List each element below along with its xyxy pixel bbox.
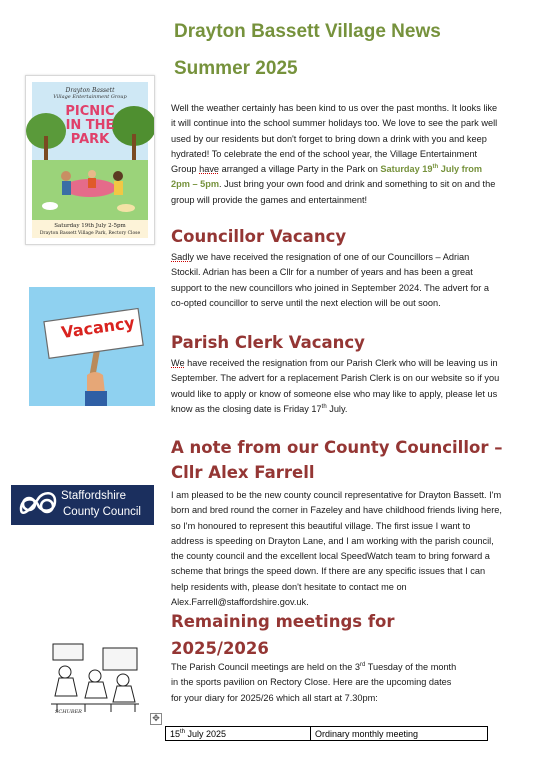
councillor-vacancy-heading: Councillor Vacancy xyxy=(171,227,347,246)
meeting-type-cell[interactable]: Ordinary monthly meeting xyxy=(311,727,488,741)
county-councillor-heading-line2: Cllr Alex Farrell xyxy=(171,463,315,482)
poster-top-line1: Drayton Bassett xyxy=(65,87,115,94)
meetings-text-a: The Parish Council meetings are held on the 3 xyxy=(171,662,360,672)
staffs-logo-line2: County Council xyxy=(63,506,141,518)
councillor-sadly: Sadly xyxy=(171,252,194,262)
clerk-text: have received the resignation from our Parish Clerk who will be leaving us in September. The advert for a replacement Parish Clerk is on our website so if you would like to apply or know of someone else who may like to apply, please let us know as the closing date is Friday 17 xyxy=(171,358,500,414)
table-move-handle-icon[interactable]: ✥ xyxy=(150,713,162,725)
staffordshire-knot-icon xyxy=(15,485,61,525)
vacancy-sign-artwork xyxy=(29,287,155,406)
staffordshire-county-council-logo xyxy=(11,485,154,525)
poster-artwork xyxy=(26,76,154,244)
newsletter-title: Drayton Bassett Village News xyxy=(174,21,441,42)
meetings-heading-line1: Remaining meetings for xyxy=(171,612,395,631)
meeting-cartoon-image xyxy=(45,640,145,718)
county-councillor-paragraph: I am pleased to be the new county council representative for Drayton Bassett. I'm born and bred round the corner in Fazeley and have childhood friends living here, so I'm honoured to represent this beautiful village. The first issue I want to address is speeding on Drayton Lane, and I am working with the parish council, the county council and the excellent local SpeedWatch team to bring forward a scheme that brings the speed down. If there are any specific issues that I can help residents with, please don't hesitate to contact me on Alex.Farrell@staffordshire.gov.uk. xyxy=(171,490,502,608)
poster-headline1: PICNIC xyxy=(65,104,115,119)
councillor-vacancy-paragraph xyxy=(171,250,501,311)
meetings-table xyxy=(165,726,488,741)
meeting-date-day: 15 xyxy=(170,728,181,739)
county-councillor-heading-line1: A note from our County Councillor – xyxy=(171,438,503,457)
staffs-logo-line1: Staffordshire xyxy=(61,490,126,502)
poster-headline2: IN THE xyxy=(65,118,115,133)
meeting-date-sup: th xyxy=(180,728,186,735)
cartoon-drawing xyxy=(45,640,145,718)
clerk-sup: th xyxy=(321,403,327,410)
highlight-sup: th xyxy=(432,164,439,171)
meetings-heading-line2: 2025/2026 xyxy=(171,639,269,658)
highlight-post: July from 2pm – 5pm xyxy=(171,164,483,190)
clerk-vacancy-paragraph xyxy=(171,356,501,417)
intro-text-have: have xyxy=(199,164,220,175)
clerk-text-end: July. xyxy=(326,403,348,414)
newsletter-subtitle: Summer 2025 xyxy=(174,58,298,79)
meeting-date-cell[interactable] xyxy=(166,727,311,741)
meetings-sup: rd xyxy=(359,661,366,668)
poster-headline3: PARK xyxy=(70,132,110,147)
intro-paragraph xyxy=(171,101,501,208)
councillor-text: we have received the resignation of one of our Councillors – Adrian Stockil. Adrian has been a Cllr for a number of years and has been a great support to the new councillors who joined in September 2024. The advert for a co-opted councillor to serve until the next election will be out soon. xyxy=(171,252,490,308)
meetings-paragraph xyxy=(171,660,463,706)
vacancy-sign-label: Vacancy xyxy=(60,312,136,343)
intro-text-c: . Just bring your own food and drink and something to sit on and the group will provide the games and entertainment! xyxy=(171,179,496,205)
poster-date-line: Saturday 19th July 2-5pm xyxy=(54,223,126,229)
cartoon-caption: SCHUBER xyxy=(55,709,82,715)
picnic-poster-image xyxy=(25,75,155,245)
vacancy-sign-image xyxy=(29,287,155,406)
clerk-we: We xyxy=(171,358,185,368)
poster-venue-line: Drayton Bassett Village Park, Rectory Close xyxy=(39,231,141,236)
poster-top-line2: Village Entertainment Group xyxy=(53,94,127,100)
clerk-vacancy-heading: Parish Clerk Vacancy xyxy=(171,333,365,352)
meeting-date-rest: July 2025 xyxy=(185,728,227,739)
highlight-pre: Saturday 19 xyxy=(380,164,433,175)
table-row xyxy=(166,727,488,741)
intro-text-b: arranged a village Party in the Park on xyxy=(219,164,381,175)
meetings-text-b: Tuesday of the month in the sports pavilion on Rectory Close. Here are the upcoming dates for your diary for 2025/26 which all start at 7.30pm: xyxy=(171,662,457,703)
intro-text-a: Well the weather certainly has been kind to us over the past months. It looks like it will continue into the school summer holidays too. We love to see the park well used by our residents but don't forget to bring down a drink with you and keep hydrated! To celebrate the end of the school year, the Village Entertainment Group xyxy=(171,103,498,175)
